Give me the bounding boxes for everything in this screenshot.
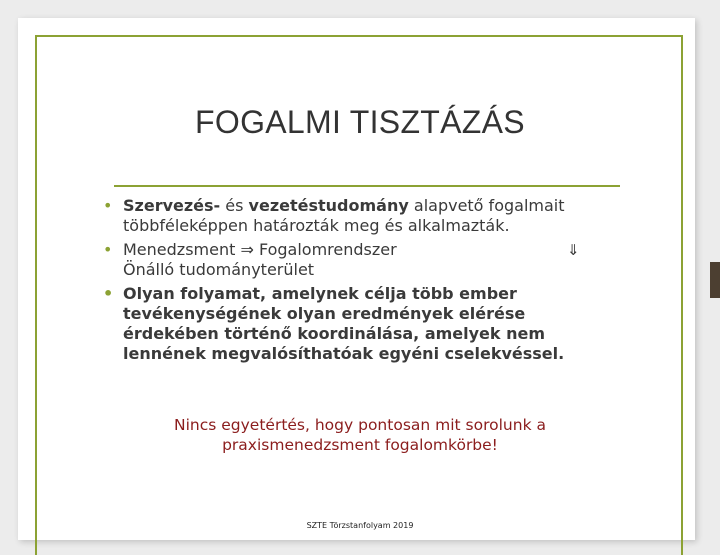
- bullet-item: [103, 240, 623, 280]
- bullet-text: alapvető fogalmait többféleképpen határozták meg és alkalmazták.: [123, 196, 565, 235]
- bullet-text: Menedzsment ⇒ Fogalomrendszer: [123, 240, 397, 259]
- arrow-down-icon: ⇓: [567, 241, 580, 259]
- bullet-text: Önálló tudományterület: [123, 260, 315, 279]
- bullet-bold-text: Szervezés-: [123, 196, 221, 215]
- footer-text: SZTE Törzstanfolyam 2019: [306, 521, 414, 530]
- title-divider: [114, 185, 620, 187]
- side-tab: [710, 262, 720, 298]
- highlight-note: Nincs egyetértés, hogy pontosan mit sorolunk a praxismenedzsment fogalomkörbe!: [174, 416, 546, 454]
- bullet-item: [103, 284, 623, 364]
- bullet-list: [103, 196, 623, 368]
- bullet-text: és: [220, 196, 249, 215]
- bullet-dot: •: [103, 240, 113, 259]
- bullet-item: [103, 196, 623, 236]
- slide-title: FOGALMI TISZTÁZÁS: [195, 104, 525, 140]
- bullet-text: Olyan folyamat, amelynek célja több ember tevékenységének olyan eredmények elérése érdekében történő koordinálása, amelyek nem lennének megvalósíthatóak egyéni cselekvéssel.: [123, 284, 565, 363]
- bullet-dot: •: [103, 284, 114, 303]
- bullet-bold-text: vezetéstudomány: [248, 196, 409, 215]
- bullet-dot: •: [103, 196, 113, 215]
